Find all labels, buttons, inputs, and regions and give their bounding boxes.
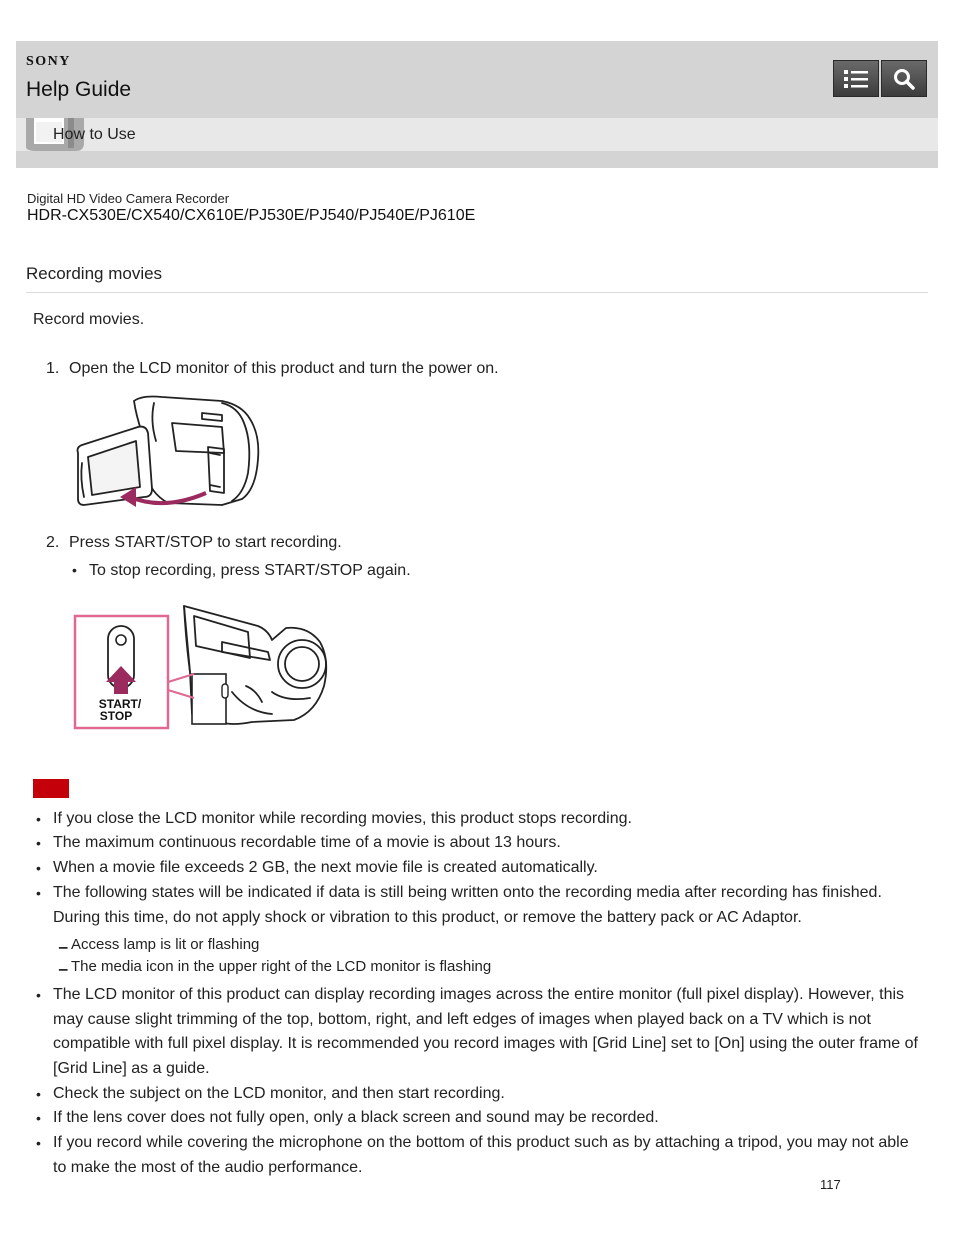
bullet-dot: • — [36, 987, 41, 1003]
bullet-dot: • — [36, 1135, 41, 1151]
contents-list-button[interactable] — [833, 60, 879, 97]
page-title: Recording movies — [26, 264, 163, 283]
bullet-dot: • — [36, 835, 41, 851]
section-nav — [16, 118, 938, 151]
bullet-dot: • — [36, 885, 41, 901]
bullet-dot: • — [36, 811, 41, 827]
stop-label: STOP — [99, 709, 133, 723]
header-bar — [16, 41, 938, 118]
help-guide-title[interactable]: Help Guide — [26, 78, 132, 101]
title-divider — [26, 292, 928, 293]
list-icon — [843, 68, 869, 90]
step-text: Press START/STOP to start recording. — [69, 534, 342, 551]
dash-mark: ▁ — [59, 959, 68, 971]
search-button[interactable] — [881, 60, 927, 97]
step-number: 2. — [46, 534, 60, 551]
note-badge — [33, 779, 69, 798]
page-number: 117 — [820, 1177, 841, 1192]
intro-text: Record movies. — [33, 311, 145, 328]
bullet-dot: • — [72, 562, 77, 578]
step-number: 1. — [46, 360, 60, 377]
dash-mark: ▁ — [59, 937, 68, 949]
open-lcd-illustration — [72, 393, 264, 511]
product-category: Digital HD Video Camera Recorder — [27, 191, 230, 206]
bullet-dot: • — [36, 860, 41, 876]
model-numbers: HDR-CX530E/CX540/CX610E/PJ530E/PJ540/PJ540E/PJ610E — [27, 207, 476, 224]
brand-logo: SONY — [26, 54, 71, 69]
start-label: START/ — [98, 697, 142, 711]
bullet-dot: • — [36, 1086, 41, 1102]
start-stop-illustration — [72, 602, 334, 734]
how-to-use-link[interactable]: How to Use — [53, 126, 136, 143]
bullet-dot: • — [36, 1110, 41, 1126]
step-text: Open the LCD monitor of this product and turn the power on. — [69, 360, 499, 377]
subnav-divider — [16, 151, 938, 168]
search-icon — [892, 67, 916, 91]
